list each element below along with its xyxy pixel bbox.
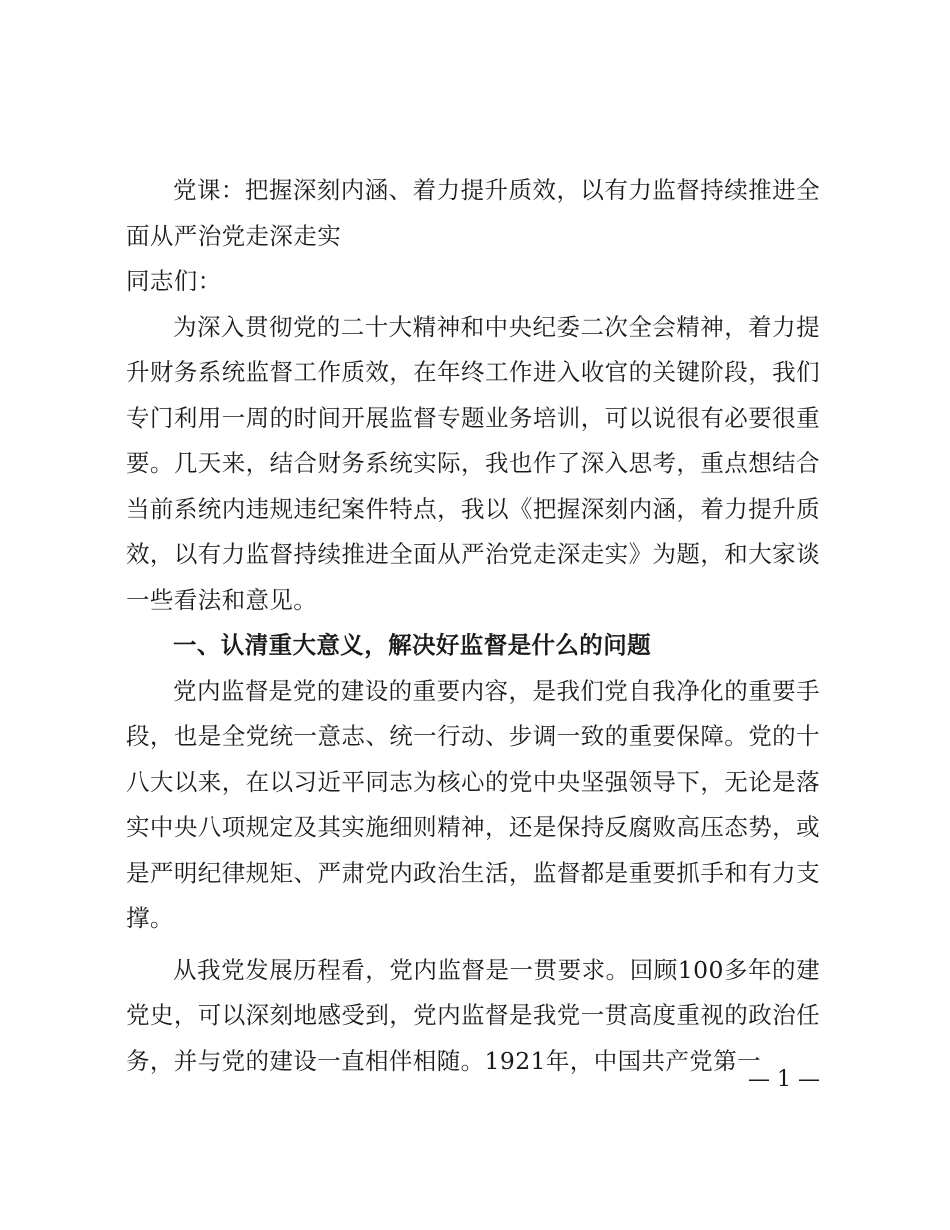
intro-paragraph: 为深入贯彻党的二十大精神和中央纪委二次全会精神，着力提升财务系统监督工作质效，在年终工作进入收官的关键阶段，我们专门利用一周的时间开展监督专题业务培训，可以说很有必要很重要。几天来，结合财务系统实际，我也作了深入思考，重点想结合当前系统内违规违纪案件特点，我以《把握深刻内涵，着力提升质效，以有力监督持续推进全面从严治党走深走实》为题，和大家谈一些看法和意见。	[126, 312, 820, 614]
section1-paragraph-1: 党内监督是党的建设的重要内容，是我们党自我净化的重要手段，也是全党统一意志、统一行动、步调一致的重要保障。党的十八大以来，在以习近平同志为核心的党中央坚强领导下，无论是落实中央八项规定及其实施细则精神，还是保持反腐败高压态势，或是严明纪律规矩、严肃党内政治生活，监督都是重要抓手和有力支撑。	[126, 676, 820, 932]
document-title: 党课：把握深刻内涵、着力提升质效，以有力监督持续推进全面从严治党走深走实	[126, 176, 820, 250]
page-number: — 1 —	[748, 1067, 820, 1092]
salutation: 同志们：	[126, 267, 222, 295]
section-heading-1: 一、认清重大意义，解决好监督是什么的问题	[173, 631, 651, 659]
section1-paragraph-2: 从我党发展历程看，党内监督是一贯要求。回顾100多年的建党史，可以深刻地感受到，党内监督是我党一贯高度重视的政治任务，并与党的建设一直相伴相随。1921年，中国共产党第一	[126, 955, 820, 1075]
document-body	[126, 168, 820, 1084]
